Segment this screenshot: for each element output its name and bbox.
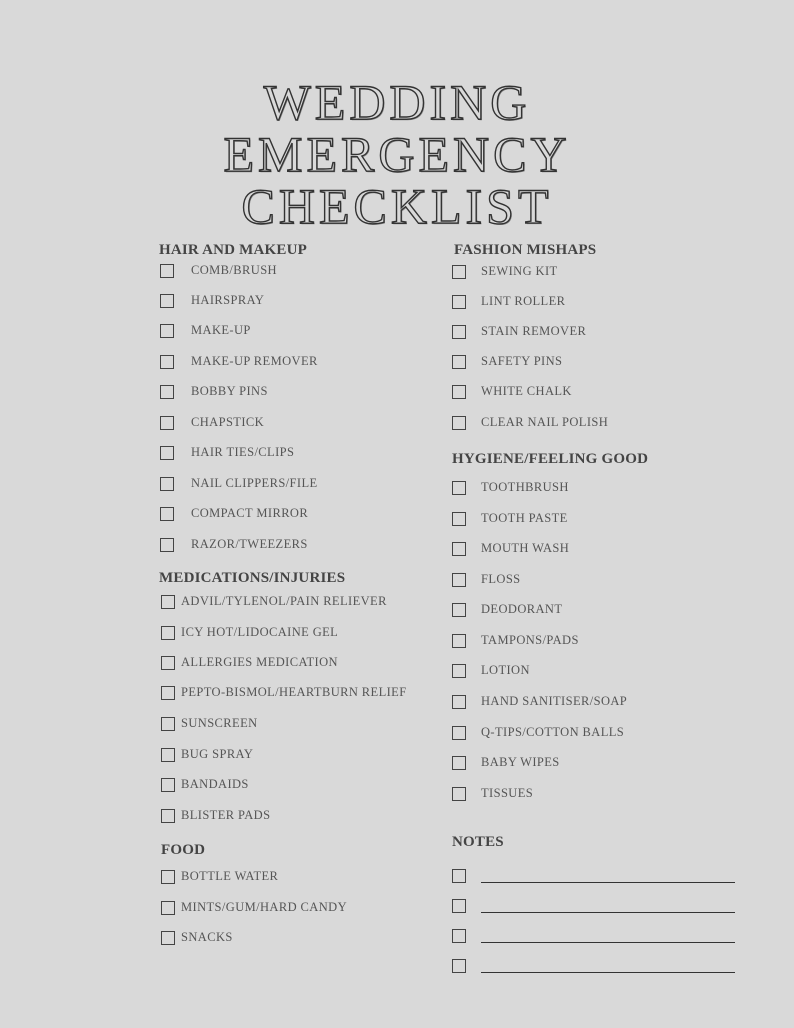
checkbox[interactable]: [452, 325, 466, 339]
item-label: MOUTH WASH: [481, 541, 570, 555]
item-label: HAND SANITISER/SOAP: [481, 694, 628, 708]
checkbox[interactable]: [161, 931, 175, 945]
item-label: BANDAIDS: [181, 777, 249, 791]
item-label: HAIR TIES/CLIPS: [191, 445, 295, 459]
item-label: STAIN REMOVER: [481, 324, 587, 338]
checkbox[interactable]: [161, 717, 175, 731]
checkbox[interactable]: [452, 603, 466, 617]
checkbox[interactable]: [452, 959, 466, 973]
checkbox[interactable]: [161, 901, 175, 915]
item-label: COMPACT MIRROR: [191, 506, 309, 520]
notes-line[interactable]: [481, 912, 735, 913]
checkbox[interactable]: [160, 355, 174, 369]
checkbox[interactable]: [452, 726, 466, 740]
checkbox[interactable]: [452, 481, 466, 495]
checkbox[interactable]: [161, 778, 175, 792]
checkbox[interactable]: [452, 664, 466, 678]
item-label: Q-TIPS/COTTON BALLS: [481, 725, 625, 739]
item-label: COMB/BRUSH: [191, 263, 277, 277]
item-label: CHAPSTICK: [191, 415, 265, 429]
section-heading-hygiene: HYGIENE/FEELING GOOD: [452, 451, 649, 467]
checkbox[interactable]: [160, 416, 174, 430]
checkbox[interactable]: [161, 748, 175, 762]
item-label: FLOSS: [481, 572, 521, 586]
item-label: HAIRSPRAY: [191, 293, 265, 307]
checkbox[interactable]: [452, 695, 466, 709]
item-label: ICY HOT/LIDOCAINE GEL: [181, 625, 339, 639]
item-label: BOTTLE WATER: [181, 869, 279, 883]
checkbox[interactable]: [452, 385, 466, 399]
item-label: LOTION: [481, 663, 530, 677]
checkbox[interactable]: [452, 573, 466, 587]
section-heading-fashion: FASHION MISHAPS: [454, 242, 597, 258]
section-heading-notes: NOTES: [452, 834, 504, 850]
item-label: MAKE-UP: [191, 323, 251, 337]
checkbox[interactable]: [160, 538, 174, 552]
item-label: TOOTH PASTE: [481, 511, 568, 525]
item-label: BUG SPRAY: [181, 747, 254, 761]
checkbox[interactable]: [161, 656, 175, 670]
checkbox[interactable]: [452, 634, 466, 648]
checkbox[interactable]: [161, 595, 175, 609]
item-label: MAKE-UP REMOVER: [191, 354, 318, 368]
checkbox[interactable]: [160, 324, 174, 338]
checkbox[interactable]: [452, 416, 466, 430]
item-label: BOBBY PINS: [191, 384, 268, 398]
item-label: LINT ROLLER: [481, 294, 566, 308]
section-heading-food: FOOD: [161, 842, 206, 858]
notes-line[interactable]: [481, 972, 735, 973]
item-label: CLEAR NAIL POLISH: [481, 415, 609, 429]
item-label: SNACKS: [181, 930, 233, 944]
item-label: BLISTER PADS: [181, 808, 271, 822]
item-label: DEODORANT: [481, 602, 563, 616]
item-label: BABY WIPES: [481, 755, 560, 769]
item-label: MINTS/GUM/HARD CANDY: [181, 900, 347, 914]
section-heading-medications: MEDICATIONS/INJURIES: [159, 570, 346, 586]
checkbox[interactable]: [160, 264, 174, 278]
checkbox[interactable]: [452, 295, 466, 309]
checkbox[interactable]: [160, 507, 174, 521]
item-label: ADVIL/TYLENOL/PAIN RELIEVER: [181, 594, 387, 608]
checkbox[interactable]: [452, 929, 466, 943]
section-heading-hair-makeup: HAIR AND MAKEUP: [159, 242, 307, 258]
item-label: ALLERGIES MEDICATION: [181, 655, 338, 669]
checkbox[interactable]: [161, 626, 175, 640]
checkbox[interactable]: [452, 869, 466, 883]
item-label: PEPTO-BISMOL/HEARTBURN RELIEF: [181, 685, 407, 699]
checkbox[interactable]: [160, 294, 174, 308]
checkbox[interactable]: [452, 265, 466, 279]
notes-line[interactable]: [481, 942, 735, 943]
item-label: TISSUES: [481, 786, 534, 800]
item-label: SUNSCREEN: [181, 716, 258, 730]
item-label: WHITE CHALK: [481, 384, 572, 398]
checkbox[interactable]: [452, 542, 466, 556]
checkbox[interactable]: [161, 870, 175, 884]
item-label: TAMPONS/PADS: [481, 633, 579, 647]
item-label: TOOTHBRUSH: [481, 480, 569, 494]
checkbox[interactable]: [161, 809, 175, 823]
title-line-1: WEDDING: [263, 74, 531, 130]
checkbox[interactable]: [452, 787, 466, 801]
checkbox[interactable]: [161, 686, 175, 700]
item-label: SAFETY PINS: [481, 354, 563, 368]
checkbox[interactable]: [452, 756, 466, 770]
title-line-2: EMERGENCY: [223, 126, 571, 182]
title-line-3: CHECKLIST: [241, 178, 553, 234]
notes-line[interactable]: [481, 882, 735, 883]
checkbox[interactable]: [160, 477, 174, 491]
checkbox[interactable]: [452, 512, 466, 526]
checkbox[interactable]: [160, 446, 174, 460]
item-label: NAIL CLIPPERS/FILE: [191, 476, 318, 490]
checkbox[interactable]: [452, 899, 466, 913]
item-label: SEWING KIT: [481, 264, 558, 278]
checkbox[interactable]: [452, 355, 466, 369]
item-label: RAZOR/TWEEZERS: [191, 537, 308, 551]
checkbox[interactable]: [160, 385, 174, 399]
